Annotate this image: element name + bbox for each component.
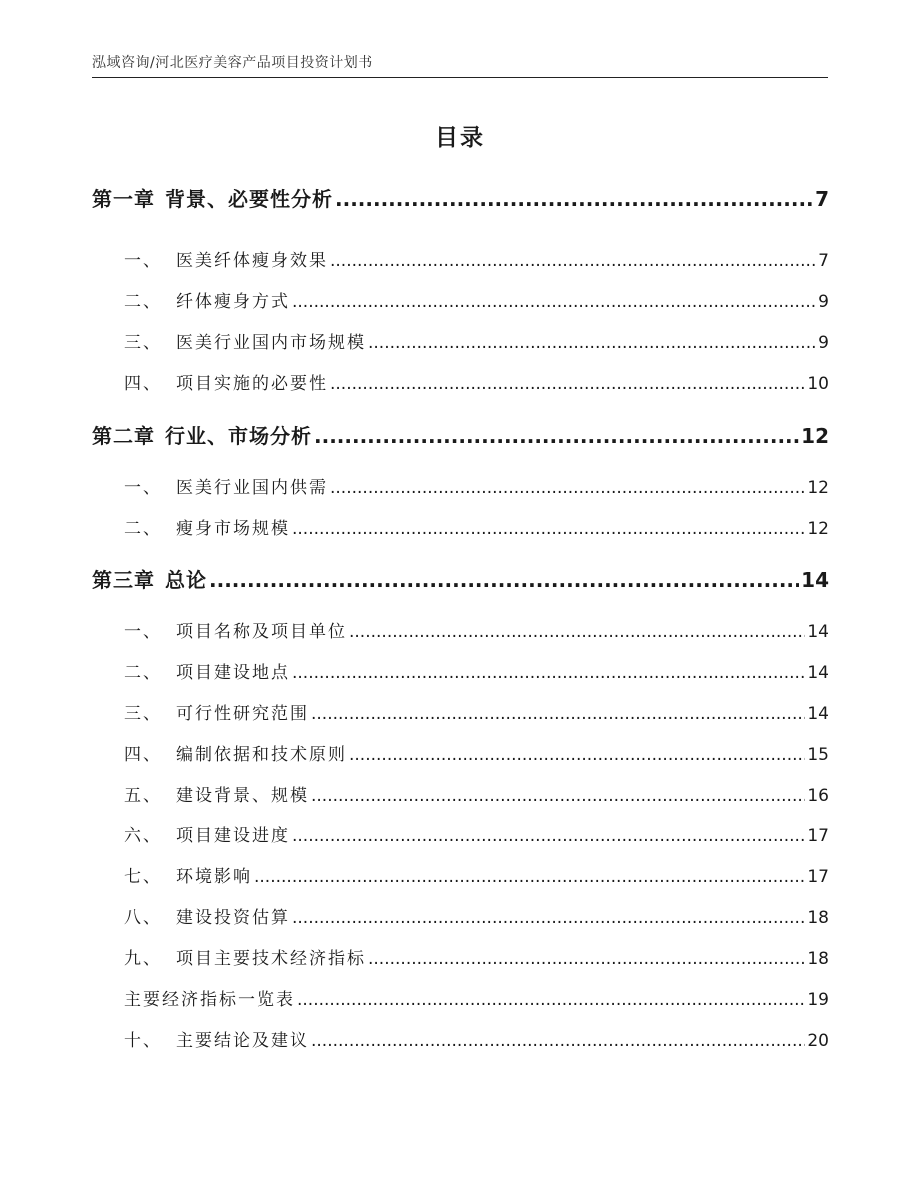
page-number: 7 [815, 187, 829, 211]
section-title: 医美纤体瘦身效果 [176, 251, 328, 271]
section-title: 编制依据和技术原则 [176, 745, 347, 765]
toc-chapter-3[interactable] [92, 564, 829, 593]
page-number: 19 [807, 990, 829, 1010]
chapter-title: 总论 [165, 568, 207, 592]
section-title: 建设投资估算 [176, 908, 290, 928]
dot-leader [330, 478, 805, 498]
toc-section[interactable] [92, 781, 829, 806]
section-title: 医美行业国内供需 [176, 478, 328, 498]
toc-section[interactable] [92, 287, 829, 312]
page-number: 14 [801, 568, 829, 592]
dot-leader [330, 251, 816, 271]
section-number: 三、 [124, 333, 162, 353]
dot-leader [314, 424, 799, 448]
page-number: 9 [818, 292, 829, 312]
dot-leader [349, 745, 805, 765]
page-number: 10 [807, 374, 829, 394]
page-number: 14 [807, 663, 829, 683]
page-number: 12 [801, 424, 829, 448]
section-number: 二、 [124, 292, 162, 312]
dot-leader [209, 568, 799, 592]
page-number: 12 [807, 478, 829, 498]
chapter-number: 第一章 [92, 187, 155, 211]
toc-chapter-2[interactable] [92, 420, 829, 449]
toc-section[interactable] [92, 328, 829, 353]
section-number: 二、 [124, 519, 162, 539]
toc-section[interactable] [92, 903, 829, 928]
dot-leader [292, 908, 805, 928]
dot-leader [254, 867, 805, 887]
section-title: 建设背景、规模 [176, 786, 309, 806]
section-number: 一、 [124, 478, 162, 498]
toc-section[interactable] [92, 514, 829, 539]
page-number: 18 [807, 908, 829, 928]
page-number: 12 [807, 519, 829, 539]
section-number: 四、 [124, 745, 162, 765]
section-title: 项目实施的必要性 [176, 374, 328, 394]
chapter-title: 背景、必要性分析 [165, 187, 333, 211]
dot-leader [311, 786, 805, 806]
toc-section[interactable] [92, 740, 829, 765]
page-number: 16 [807, 786, 829, 806]
dot-leader [292, 519, 805, 539]
section-number: 三、 [124, 704, 162, 724]
section-title: 项目建设进度 [176, 826, 290, 846]
toc-section[interactable] [92, 944, 829, 969]
toc-section[interactable] [92, 473, 829, 498]
page-number: 7 [818, 251, 829, 271]
dot-leader [311, 1031, 805, 1051]
toc-section[interactable] [92, 699, 829, 724]
dot-leader [297, 990, 805, 1010]
page-number: 18 [807, 949, 829, 969]
dot-leader [368, 949, 805, 969]
section-number: 九、 [124, 949, 162, 969]
section-number: 一、 [124, 251, 162, 271]
toc-section[interactable] [92, 369, 829, 394]
section-title: 医美行业国内市场规模 [176, 333, 366, 353]
section-title: 项目建设地点 [176, 663, 290, 683]
section-number: 八、 [124, 908, 162, 928]
section-number: 五、 [124, 786, 162, 806]
section-title: 主要经济指标一览表 [124, 990, 295, 1010]
toc-title: 目录 [435, 125, 485, 151]
chapter-number: 第三章 [92, 568, 155, 592]
toc-section[interactable] [92, 1026, 829, 1051]
section-title: 项目名称及项目单位 [176, 622, 347, 642]
toc-section[interactable] [92, 821, 829, 846]
page-number: 9 [818, 333, 829, 353]
section-title: 主要结论及建议 [176, 1031, 309, 1051]
toc-chapter-1[interactable] [92, 183, 829, 212]
section-number: 七、 [124, 867, 162, 887]
section-title: 项目主要技术经济指标 [176, 949, 366, 969]
section-number: 十、 [124, 1031, 162, 1051]
toc-section[interactable] [92, 246, 829, 271]
page-number: 14 [807, 622, 829, 642]
toc-section[interactable] [92, 658, 829, 683]
dot-leader [292, 826, 805, 846]
toc-section[interactable] [92, 617, 829, 642]
toc-section[interactable] [92, 985, 829, 1010]
running-header: 泓域咨询/河北医疗美容产品项目投资计划书 [92, 55, 373, 71]
page-number: 20 [807, 1031, 829, 1051]
dot-leader [330, 374, 805, 394]
page-number: 15 [807, 745, 829, 765]
dot-leader [292, 663, 805, 683]
section-number: 六、 [124, 826, 162, 846]
dot-leader [335, 187, 813, 211]
section-number: 二、 [124, 663, 162, 683]
section-title: 环境影响 [176, 867, 252, 887]
toc-section[interactable] [92, 862, 829, 887]
chapter-number: 第二章 [92, 424, 155, 448]
section-number: 一、 [124, 622, 162, 642]
section-title: 纤体瘦身方式 [176, 292, 290, 312]
section-number: 四、 [124, 374, 162, 394]
header-rule [92, 77, 828, 78]
page-number: 14 [807, 704, 829, 724]
chapter-title: 行业、市场分析 [165, 424, 312, 448]
section-title: 可行性研究范围 [176, 704, 309, 724]
dot-leader [349, 622, 805, 642]
page-number: 17 [807, 867, 829, 887]
section-title: 瘦身市场规模 [176, 519, 290, 539]
dot-leader [368, 333, 816, 353]
dot-leader [292, 292, 816, 312]
page-number: 17 [807, 826, 829, 846]
dot-leader [311, 704, 805, 724]
